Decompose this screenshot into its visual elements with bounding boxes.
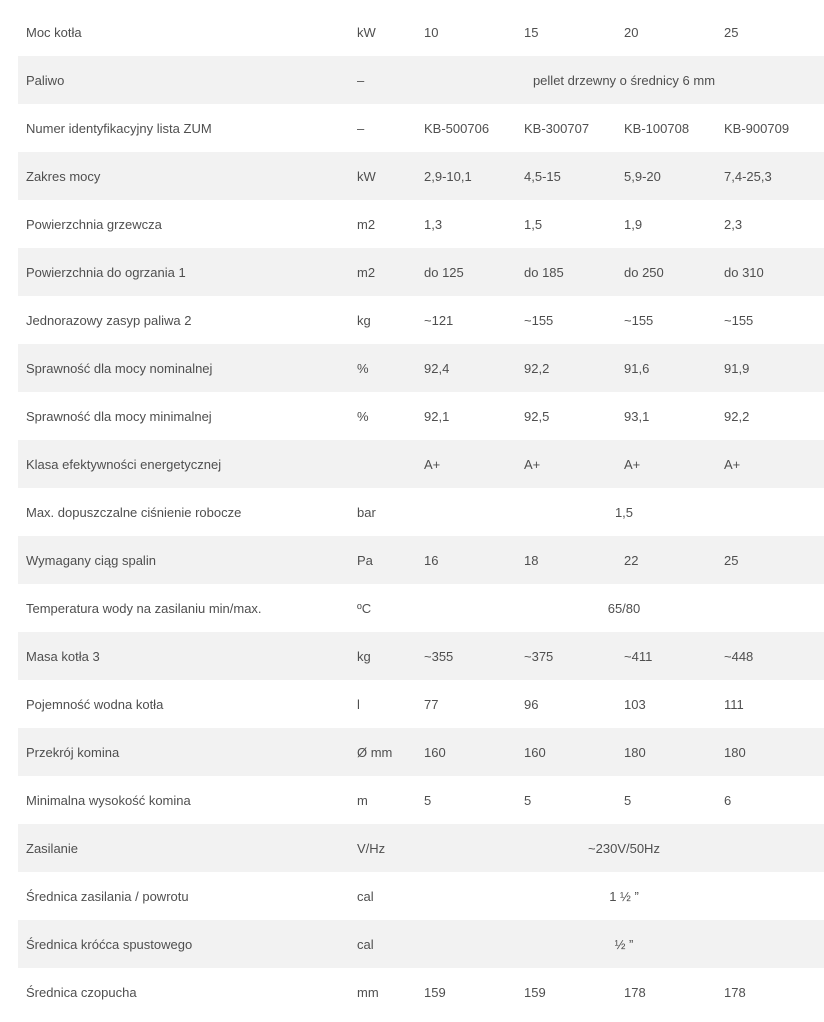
model-value: A+: [524, 440, 624, 488]
model-value: 5,9-20: [624, 152, 724, 200]
table-row: [18, 488, 824, 536]
parameter-name: Średnica zasilania / powrotu: [26, 888, 189, 904]
parameter-name: Wymagany ciąg spalin: [18, 536, 357, 584]
shared-value: pellet drzewny o średnicy 6 mm: [424, 56, 824, 104]
model-value: A+: [624, 440, 724, 488]
model-value: ~155: [724, 312, 754, 328]
table-row: [18, 392, 824, 440]
model-value: 16: [424, 536, 524, 584]
parameter-unit: ºC: [357, 600, 372, 616]
model-value: 7,4-25,3: [724, 152, 824, 200]
parameter-unit: %: [357, 344, 424, 392]
parameter-unit: kW: [357, 24, 376, 40]
parameter-unit: mm: [357, 984, 379, 1000]
model-value: 2,9-10,1: [424, 152, 524, 200]
parameter-unit: m2: [357, 248, 424, 296]
model-value: 1,5: [524, 216, 543, 232]
model-value: KB-900709: [724, 120, 790, 136]
model-value: KB-300707: [524, 120, 590, 136]
model-value: ~411: [624, 632, 724, 680]
model-value: 15: [524, 24, 539, 40]
model-value: ~155: [524, 312, 554, 328]
table-row: [18, 632, 824, 680]
model-value: 111: [724, 696, 744, 712]
model-value: 96: [524, 696, 539, 712]
model-value: 180: [724, 728, 824, 776]
parameter-unit: Ø mm: [357, 728, 424, 776]
model-value: 1,9: [624, 216, 643, 232]
parameter-name: Max. dopuszczalne ciśnienie robocze: [26, 504, 242, 520]
model-value: 5: [624, 792, 632, 808]
parameter-name: Przekrój komina: [18, 728, 357, 776]
model-value: do 310: [724, 248, 824, 296]
parameter-unit: l: [357, 696, 360, 712]
table-row: [18, 296, 824, 344]
model-value: 180: [624, 728, 724, 776]
table-row: [18, 152, 824, 200]
parameter-name: Paliwo: [18, 56, 357, 104]
model-value: 20: [624, 24, 639, 40]
model-value: A+: [424, 440, 524, 488]
table-row: [18, 248, 824, 296]
model-value: KB-500706: [424, 120, 490, 136]
parameter-name: Zasilanie: [18, 824, 357, 872]
parameter-name: Masa kotła 3: [18, 632, 357, 680]
model-value: 1,3: [424, 216, 443, 232]
parameter-name: Moc kotła: [26, 24, 82, 40]
model-value: 178: [624, 984, 646, 1000]
parameter-unit: kg: [357, 632, 424, 680]
table-row: [18, 56, 824, 104]
parameter-name: Powierzchnia grzewcza: [26, 216, 162, 232]
parameter-name: Pojemność wodna kotła: [26, 696, 164, 712]
parameter-name: Numer identyfikacyjny lista ZUM: [26, 120, 212, 136]
model-value: 93,1: [624, 408, 650, 424]
table-row: [18, 968, 824, 1016]
shared-value: 1,5: [614, 504, 634, 520]
model-value: 10: [424, 24, 439, 40]
model-value: 160: [524, 728, 624, 776]
model-value: 92,5: [524, 408, 550, 424]
table-row: [18, 536, 824, 584]
parameter-unit: bar: [357, 504, 376, 520]
table-row: [18, 824, 824, 872]
model-value: 160: [424, 728, 524, 776]
boiler-spec-table: [18, 8, 824, 1016]
table-row: [18, 776, 824, 824]
parameter-name: Średnica króćca spustowego: [18, 920, 357, 968]
parameter-name: Klasa efektywności energetycznej: [18, 440, 357, 488]
model-value: 25: [724, 24, 739, 40]
spec-table-body: [18, 8, 824, 1016]
model-value: 5: [424, 792, 432, 808]
parameter-unit: –: [357, 120, 365, 136]
model-value: 92,1: [424, 408, 450, 424]
shared-value: ~230V/50Hz: [424, 824, 824, 872]
table-row: [18, 680, 824, 728]
table-row: [18, 440, 824, 488]
parameter-name: Powierzchnia do ogrzania 1: [18, 248, 357, 296]
table-row: [18, 344, 824, 392]
model-value: do 125: [424, 248, 524, 296]
model-value: ~375: [524, 632, 624, 680]
parameter-unit: m: [357, 792, 368, 808]
parameter-unit: Pa: [357, 536, 424, 584]
parameter-name: Sprawność dla mocy minimalnej: [26, 408, 212, 424]
model-value: ~448: [724, 632, 824, 680]
shared-value: ½ ”: [424, 920, 824, 968]
model-value: do 250: [624, 248, 724, 296]
model-value: 22: [624, 536, 724, 584]
model-value: ~155: [624, 312, 654, 328]
table-row: [18, 728, 824, 776]
parameter-name: Zakres mocy: [18, 152, 357, 200]
model-value: 5: [524, 792, 532, 808]
table-row: [18, 872, 824, 920]
parameter-unit: [357, 440, 424, 488]
parameter-name: Jednorazowy zasyp paliwa 2: [26, 312, 192, 328]
parameter-unit: kg: [357, 312, 371, 328]
model-value: 159: [524, 984, 546, 1000]
model-value: KB-100708: [624, 120, 690, 136]
model-value: 91,9: [724, 344, 824, 392]
parameter-unit: kW: [357, 152, 424, 200]
model-value: 92,2: [524, 344, 624, 392]
shared-value: 1 ½ ”: [609, 888, 639, 904]
table-row: [18, 8, 824, 56]
model-value: 25: [724, 536, 824, 584]
model-value: 92,4: [424, 344, 524, 392]
table-row: [18, 584, 824, 632]
model-value: 6: [724, 792, 732, 808]
parameter-unit: V/Hz: [357, 824, 424, 872]
table-row: [18, 920, 824, 968]
parameter-name: Sprawność dla mocy nominalnej: [18, 344, 357, 392]
parameter-name: Średnica czopucha: [26, 984, 137, 1000]
parameter-unit: cal: [357, 920, 424, 968]
model-value: 92,2: [724, 408, 750, 424]
parameter-unit: %: [357, 408, 369, 424]
parameter-name: Temperatura wody na zasilaniu min/max.: [26, 600, 262, 616]
table-row: [18, 104, 824, 152]
parameter-unit: –: [357, 56, 424, 104]
parameter-unit: cal: [357, 888, 374, 904]
model-value: 2,3: [724, 216, 743, 232]
model-value: 77: [424, 696, 439, 712]
parameter-name: Minimalna wysokość komina: [26, 792, 191, 808]
table-row: [18, 200, 824, 248]
model-value: ~355: [424, 632, 524, 680]
model-value: 4,5-15: [524, 152, 624, 200]
model-value: 91,6: [624, 344, 724, 392]
model-value: 18: [524, 536, 624, 584]
model-value: 178: [724, 984, 746, 1000]
parameter-unit: m2: [357, 216, 376, 232]
shared-value: 65/80: [607, 600, 641, 616]
model-value: do 185: [524, 248, 624, 296]
model-value: ~121: [424, 312, 454, 328]
model-value: A+: [724, 440, 824, 488]
model-value: 159: [424, 984, 446, 1000]
model-value: 103: [624, 696, 646, 712]
